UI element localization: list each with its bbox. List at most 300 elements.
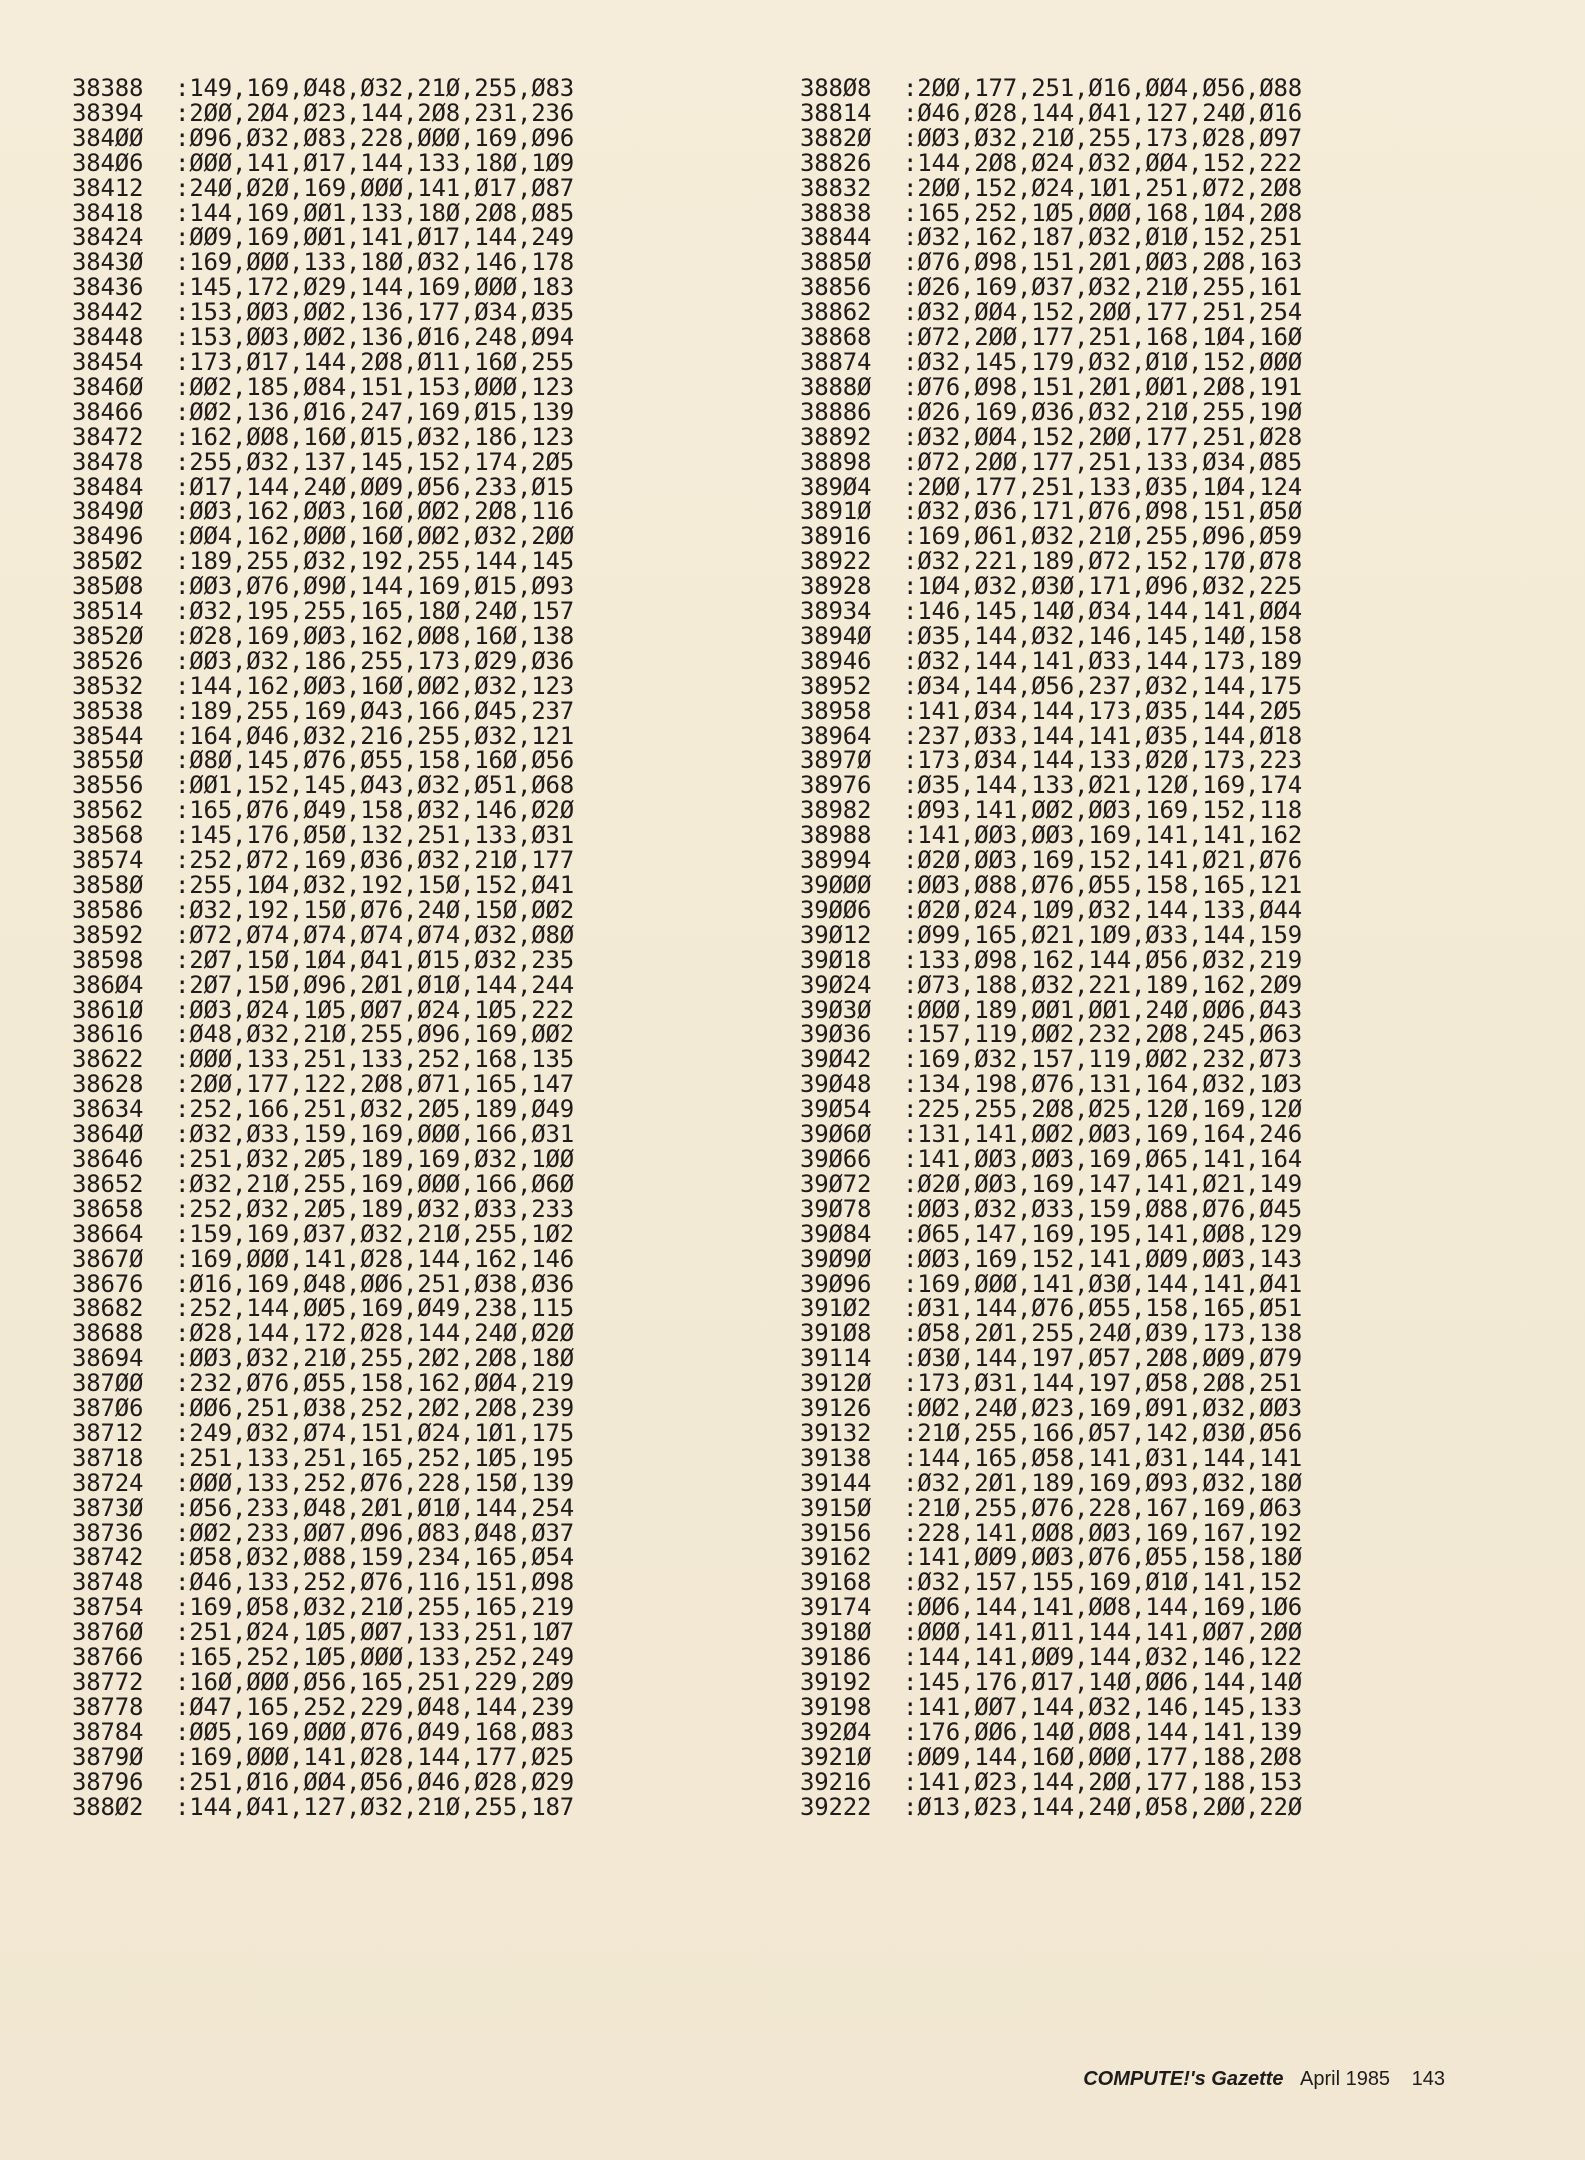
line-address: 38586 <box>72 895 144 924</box>
line-address: 38652 <box>72 1169 144 1198</box>
line-address: 39216 <box>800 1767 872 1796</box>
line-bytes: :141,ØØ9,ØØ3,Ø76,Ø55,158,18Ø <box>903 1543 1302 1572</box>
line-bytes: :Ø48,Ø32,21Ø,255,Ø96,169,ØØ2 <box>175 1020 574 1049</box>
line-address: 3852Ø <box>72 621 144 650</box>
line-address: 38658 <box>72 1194 144 1223</box>
line-address: 38454 <box>72 347 144 376</box>
line-address: 38928 <box>800 572 872 601</box>
line-address: 388Ø8 <box>800 74 872 102</box>
line-bytes: :164,Ø46,Ø32,216,255,Ø32,121 <box>175 721 574 750</box>
listing-row <box>800 1296 1302 1321</box>
line-address: 38856 <box>800 273 872 302</box>
listing-row <box>800 1396 1302 1421</box>
line-bytes: :Ø8Ø,145,Ø76,Ø55,158,16Ø,Ø56 <box>175 746 574 775</box>
line-bytes: :Ø58,2Ø1,255,24Ø,Ø39,173,138 <box>903 1319 1302 1348</box>
line-bytes: :Ø2Ø,ØØ3,169,147,141,Ø21,149 <box>903 1169 1302 1198</box>
line-bytes: :173,Ø31,144,197,Ø58,2Ø8,251 <box>903 1369 1302 1398</box>
line-address: 39Ø36 <box>800 1020 872 1049</box>
line-address: 38916 <box>800 522 872 551</box>
listing-row <box>800 98 1302 127</box>
line-address: 386Ø4 <box>72 970 144 999</box>
listing-row <box>72 995 574 1024</box>
listing-row <box>800 773 1302 798</box>
line-address: 38724 <box>72 1468 144 1497</box>
listing-row <box>800 895 1302 924</box>
listing-row <box>800 1468 1302 1497</box>
line-bytes: :141,Ø23,144,2ØØ,177,188,153 <box>903 1767 1302 1796</box>
listing-row <box>800 1022 1302 1047</box>
line-address: 38844 <box>800 223 872 252</box>
line-address: 3915Ø <box>800 1493 872 1522</box>
line-bytes: :ØØ3,Ø32,21Ø,255,173,Ø28,Ø97 <box>903 123 1302 152</box>
line-address: 38616 <box>72 1020 144 1049</box>
listing-row <box>800 1269 1302 1298</box>
line-bytes: :169,Ø58,Ø32,21Ø,255,165,219 <box>175 1593 574 1622</box>
line-bytes: :24Ø,Ø2Ø,169,ØØØ,141,Ø17,Ø87 <box>175 173 574 202</box>
listing-row <box>800 1518 1302 1547</box>
line-address: 39Ø24 <box>800 970 872 999</box>
listing-row <box>72 1346 574 1371</box>
line-address: 38946 <box>800 646 872 675</box>
listing-row <box>800 1371 1302 1396</box>
listing-row <box>800 275 1302 300</box>
line-address: 39126 <box>800 1394 872 1423</box>
line-bytes: :251,Ø32,2Ø5,189,169,Ø32,1ØØ <box>175 1144 574 1173</box>
line-address: 38568 <box>72 821 144 850</box>
listing-row <box>800 1570 1302 1595</box>
listing-row <box>800 1717 1302 1746</box>
line-address: 38736 <box>72 1518 144 1547</box>
line-bytes: :251,Ø24,1Ø5,ØØ7,133,251,1Ø7 <box>175 1618 574 1647</box>
listing-row <box>800 1097 1302 1122</box>
line-address: 38388 <box>72 74 144 102</box>
line-address: 38424 <box>72 223 144 252</box>
listing-row <box>800 1443 1302 1472</box>
listing-row <box>72 98 574 127</box>
line-bytes: :169,ØØØ,141,Ø28,144,162,146 <box>175 1244 574 1273</box>
line-address: 39156 <box>800 1518 872 1547</box>
listing-row <box>72 1595 574 1620</box>
line-address: 3861Ø <box>72 995 144 1024</box>
listing-row <box>800 1595 1302 1620</box>
page-footer <box>1083 2068 1445 2091</box>
listing-row <box>800 1742 1302 1771</box>
listing-row <box>800 1047 1302 1072</box>
line-address: 38898 <box>800 447 872 476</box>
line-bytes: :ØØ3,Ø32,186,255,173,Ø29,Ø36 <box>175 646 574 675</box>
line-address: 3855Ø <box>72 746 144 775</box>
listing-row <box>72 671 574 700</box>
line-bytes: :162,ØØ8,16Ø,Ø15,Ø32,186,123 <box>175 422 574 451</box>
listing-column-right <box>800 76 1302 1819</box>
line-address: 38436 <box>72 273 144 302</box>
line-bytes: :141,ØØ7,144,Ø32,146,145,133 <box>903 1692 1302 1721</box>
line-bytes: :ØØ6,251,Ø38,252,2Ø2,2Ø8,239 <box>175 1394 574 1423</box>
listing-row <box>800 1670 1302 1695</box>
line-address: 3867Ø <box>72 1244 144 1273</box>
listing-row <box>72 1122 574 1147</box>
listing-row <box>72 873 574 898</box>
line-bytes: :ØØ3,Ø32,21Ø,255,2Ø2,2Ø8,18Ø <box>175 1344 574 1373</box>
listing-row <box>72 422 574 451</box>
line-address: 38922 <box>800 547 872 576</box>
line-bytes: :ØØ3,Ø32,Ø33,159,Ø88,Ø76,Ø45 <box>903 1194 1302 1223</box>
listing-row <box>72 173 574 202</box>
listing-row <box>800 1692 1302 1721</box>
line-bytes: :ØØØ,133,252,Ø76,228,15Ø,139 <box>175 1468 574 1497</box>
listing-row <box>72 1321 574 1346</box>
line-bytes: :189,255,169,Ø43,166,Ø45,237 <box>175 696 574 725</box>
listing-row <box>72 1468 574 1497</box>
line-address: 39192 <box>800 1668 872 1696</box>
listing-row <box>72 447 574 476</box>
listing-row <box>72 696 574 725</box>
line-address: 391Ø8 <box>800 1319 872 1348</box>
line-bytes: :176,ØØ6,14Ø,ØØ8,144,141,139 <box>903 1717 1302 1746</box>
listing-row <box>72 574 574 599</box>
listing-row <box>800 372 1302 401</box>
listing-row <box>72 499 574 524</box>
line-bytes: :145,176,Ø17,14Ø,ØØ6,144,14Ø <box>903 1668 1302 1696</box>
line-bytes: :144,141,ØØ9,144,Ø32,146,122 <box>903 1643 1302 1672</box>
line-bytes: :Ø34,144,Ø56,237,Ø32,144,175 <box>903 671 1302 700</box>
listing-row <box>800 1144 1302 1173</box>
line-bytes: :Ø32,157,155,169,Ø1Ø,141,152 <box>903 1568 1302 1597</box>
listing-row <box>800 995 1302 1024</box>
line-address: 39Ø78 <box>800 1194 872 1223</box>
line-bytes: :16Ø,ØØØ,Ø56,165,251,229,2Ø9 <box>175 1668 574 1696</box>
line-bytes: :Ø32,162,187,Ø32,Ø1Ø,152,251 <box>903 223 1302 252</box>
line-bytes: :ØØ9,169,ØØ1,141,Ø17,144,249 <box>175 223 574 252</box>
line-address: 3882Ø <box>800 123 872 152</box>
page-number: 143 <box>1411 2068 1445 2090</box>
line-address: 38874 <box>800 347 872 376</box>
line-address: 39Ø84 <box>800 1219 872 1248</box>
line-address: 38796 <box>72 1767 144 1796</box>
line-bytes: :21Ø,255,Ø76,228,167,169,Ø63 <box>903 1493 1302 1522</box>
line-bytes: :ØØ3,Ø88,Ø76,Ø55,158,165,121 <box>903 871 1302 899</box>
listing-row <box>72 823 574 848</box>
line-address: 39Ø54 <box>800 1095 872 1124</box>
line-bytes: :Ø46,Ø28,144,Ø41,127,24Ø,Ø16 <box>903 98 1302 127</box>
listing-row <box>72 1570 574 1595</box>
line-address: 38634 <box>72 1095 144 1124</box>
line-bytes: :Ø31,144,Ø76,Ø55,158,165,Ø51 <box>903 1294 1302 1323</box>
line-bytes: :146,145,14Ø,Ø34,144,141,ØØ4 <box>903 597 1302 626</box>
line-bytes: :144,162,ØØ3,16Ø,ØØ2,Ø32,123 <box>175 671 574 700</box>
line-address: 38712 <box>72 1418 144 1447</box>
line-address: 385Ø8 <box>72 572 144 601</box>
line-bytes: :Ø76,Ø98,151,2Ø1,ØØ1,2Ø8,191 <box>903 372 1302 401</box>
line-address: 3912Ø <box>800 1369 872 1398</box>
line-address: 385Ø2 <box>72 547 144 576</box>
line-bytes: :153,ØØ3,ØØ2,136,177,Ø34,Ø35 <box>175 298 574 327</box>
listing-row <box>72 773 574 798</box>
listing-row <box>800 970 1302 999</box>
listing-row <box>72 1072 574 1097</box>
line-bytes: :Ø65,147,169,195,141,ØØ8,129 <box>903 1219 1302 1248</box>
listing-row <box>72 1518 574 1547</box>
magazine-title: COMPUTE!'s Gazette <box>1083 2068 1284 2090</box>
listing-row <box>800 549 1302 574</box>
line-bytes: :ØØØ,141,Ø11,144,141,ØØ7,2ØØ <box>903 1618 1302 1647</box>
listing-row <box>800 1072 1302 1097</box>
listing-row <box>72 524 574 549</box>
line-address: 3846Ø <box>72 372 144 401</box>
line-address: 38628 <box>72 1070 144 1099</box>
line-bytes: :173,Ø17,144,2Ø8,Ø11,16Ø,255 <box>175 347 574 376</box>
line-address: 38412 <box>72 173 144 202</box>
listing-row <box>72 472 574 501</box>
listing-row <box>72 397 574 426</box>
line-bytes: :252,166,251,Ø32,2Ø5,189,Ø49 <box>175 1095 574 1124</box>
line-address: 38472 <box>72 422 144 451</box>
line-bytes: :Ø28,144,172,Ø28,144,24Ø,Ø2Ø <box>175 1319 574 1348</box>
listing-row <box>800 447 1302 476</box>
line-bytes: :Ø32,144,141,Ø33,144,173,189 <box>903 646 1302 675</box>
line-address: 38556 <box>72 771 144 800</box>
line-address: 38592 <box>72 920 144 949</box>
line-bytes: :252,Ø72,169,Ø36,Ø32,21Ø,177 <box>175 846 574 875</box>
line-bytes: :ØØØ,189,ØØ1,ØØ1,24Ø,ØØ6,Ø43 <box>903 995 1302 1024</box>
line-address: 38778 <box>72 1692 144 1721</box>
listing-row <box>800 300 1302 325</box>
listing-row <box>72 646 574 675</box>
line-bytes: :133,Ø98,162,144,Ø56,Ø32,219 <box>903 945 1302 974</box>
listing-row <box>72 748 574 773</box>
line-address: 38664 <box>72 1219 144 1248</box>
listing-row <box>800 1418 1302 1447</box>
line-address: 3897Ø <box>800 746 872 775</box>
line-address: 38862 <box>800 298 872 327</box>
listing-row <box>800 1219 1302 1248</box>
listing-row <box>800 873 1302 898</box>
line-address: 38784 <box>72 1717 144 1746</box>
line-address: 3921Ø <box>800 1742 872 1771</box>
line-address: 39Ø6Ø <box>800 1120 872 1149</box>
line-address: 38886 <box>800 397 872 426</box>
line-address: 39Ø72 <box>800 1169 872 1198</box>
line-address: 3891Ø <box>800 497 872 526</box>
listing-row <box>800 1321 1302 1346</box>
listing-row <box>72 1144 574 1173</box>
listing-row <box>72 599 574 624</box>
line-bytes: :Ø13,Ø23,144,24Ø,Ø58,2ØØ,22Ø <box>903 1792 1302 1821</box>
listing-row <box>800 422 1302 451</box>
line-bytes: :ØØ1,152,145,Ø43,Ø32,Ø51,Ø68 <box>175 771 574 800</box>
line-address: 39ØØØ <box>800 871 872 899</box>
line-bytes: :Ø32,ØØ4,152,2ØØ,177,251,Ø28 <box>903 422 1302 451</box>
line-address: 3876Ø <box>72 1618 144 1647</box>
line-bytes: :Ø16,169,Ø48,ØØ6,251,Ø38,Ø36 <box>175 1269 574 1298</box>
listing-row <box>72 549 574 574</box>
line-address: 39Ø42 <box>800 1045 872 1074</box>
line-bytes: :165,252,1Ø5,ØØØ,168,1Ø4,2Ø8 <box>903 198 1302 227</box>
line-address: 38574 <box>72 846 144 875</box>
listing-row <box>800 574 1302 599</box>
line-address: 39Ø18 <box>800 945 872 974</box>
line-address: 38718 <box>72 1443 144 1472</box>
line-bytes: :ØØ9,144,16Ø,ØØØ,177,188,2Ø8 <box>903 1742 1302 1771</box>
listing-row <box>72 1097 574 1122</box>
listing-row <box>800 823 1302 848</box>
line-bytes: :153,ØØ3,ØØ2,136,Ø16,248,Ø94 <box>175 323 574 352</box>
listing-row <box>72 1194 574 1223</box>
listing-row <box>72 1269 574 1298</box>
line-address: 38952 <box>800 671 872 700</box>
listing-row <box>72 123 574 152</box>
listing-row <box>72 721 574 750</box>
listing-row <box>800 76 1302 101</box>
line-bytes: :ØØ6,144,141,ØØ8,144,169,1Ø6 <box>903 1593 1302 1622</box>
line-bytes: :249,Ø32,Ø74,151,Ø24,1Ø1,175 <box>175 1418 574 1447</box>
line-bytes: :ØØØ,141,Ø17,144,133,18Ø,1Ø9 <box>175 148 574 177</box>
line-bytes: :Ø32,ØØ4,152,2ØØ,177,251,254 <box>903 298 1302 327</box>
line-bytes: :2Ø7,15Ø,Ø96,2Ø1,Ø1Ø,144,244 <box>175 970 574 999</box>
line-address: 3879Ø <box>72 1742 144 1771</box>
listing-row <box>72 250 574 275</box>
listing-row <box>800 1792 1302 1821</box>
line-bytes: :ØØ3,Ø76,Ø9Ø,144,169,Ø15,Ø93 <box>175 572 574 601</box>
line-address: 38976 <box>800 771 872 800</box>
listing-row <box>800 1545 1302 1570</box>
line-bytes: :159,169,Ø37,Ø32,21Ø,255,1Ø2 <box>175 1219 574 1248</box>
line-address: 38964 <box>800 721 872 750</box>
line-address: 39138 <box>800 1443 872 1472</box>
line-address: 38676 <box>72 1269 144 1298</box>
listing-row <box>72 970 574 999</box>
line-address: 39144 <box>800 1468 872 1497</box>
listing-row <box>72 1296 574 1321</box>
line-address: 38598 <box>72 945 144 974</box>
line-bytes: :149,169,Ø48,Ø32,21Ø,255,Ø83 <box>175 74 574 102</box>
line-address: 38478 <box>72 447 144 476</box>
issue-date: April 1985 <box>1300 2068 1391 2090</box>
line-address: 38448 <box>72 323 144 352</box>
listing-row <box>72 895 574 924</box>
line-bytes: :Ø58,Ø32,Ø88,159,234,165,Ø54 <box>175 1543 574 1572</box>
listing-row <box>800 748 1302 773</box>
line-bytes: :Ø35,144,Ø32,146,145,14Ø,158 <box>903 621 1302 650</box>
line-address: 38514 <box>72 597 144 626</box>
line-bytes: :144,169,ØØ1,133,18Ø,2Ø8,Ø85 <box>175 198 574 227</box>
line-address: 39ØØ6 <box>800 895 872 924</box>
line-address: 38688 <box>72 1319 144 1348</box>
line-bytes: :237,Ø33,144,141,Ø35,144,Ø18 <box>903 721 1302 750</box>
line-bytes: :Ø26,169,Ø37,Ø32,21Ø,255,161 <box>903 273 1302 302</box>
line-bytes: :ØØ5,169,ØØØ,Ø76,Ø49,168,Ø83 <box>175 1717 574 1746</box>
line-address: 38934 <box>800 597 872 626</box>
line-address: 39Ø12 <box>800 920 872 949</box>
line-bytes: :Ø47,165,252,229,Ø48,144,239 <box>175 1692 574 1721</box>
line-bytes: :225,255,2Ø8,Ø25,12Ø,169,12Ø <box>903 1095 1302 1124</box>
listing-row <box>800 1194 1302 1223</box>
line-bytes: :Ø72,2ØØ,177,251,133,Ø34,Ø85 <box>903 447 1302 476</box>
line-bytes: :ØØ3,162,ØØ3,16Ø,ØØ2,2Ø8,116 <box>175 497 574 526</box>
line-bytes: :141,ØØ3,ØØ3,169,141,141,162 <box>903 821 1302 850</box>
line-bytes: :Ø32,2Ø1,189,169,Ø93,Ø32,18Ø <box>903 1468 1302 1497</box>
line-bytes: :2ØØ,2Ø4,Ø23,144,2Ø8,231,236 <box>175 98 574 127</box>
line-address: 3858Ø <box>72 871 144 899</box>
listing-row <box>800 599 1302 624</box>
listing-row <box>800 848 1302 873</box>
listing-row <box>72 1742 574 1771</box>
listing-row <box>800 198 1302 227</box>
line-address: 39186 <box>800 1643 872 1672</box>
line-address: 38526 <box>72 646 144 675</box>
listing-row <box>800 1169 1302 1198</box>
line-address: 39174 <box>800 1593 872 1622</box>
listing-row <box>800 397 1302 426</box>
line-bytes: :ØØ3,Ø24,1Ø5,ØØ7,Ø24,1Ø5,222 <box>175 995 574 1024</box>
line-bytes: :169,Ø32,157,119,ØØ2,232,Ø73 <box>903 1045 1302 1074</box>
listing-row <box>72 1620 574 1645</box>
line-bytes: :255,Ø32,137,145,152,174,2Ø5 <box>175 447 574 476</box>
listing-row <box>72 300 574 325</box>
line-bytes: :Ø72,2ØØ,177,251,168,1Ø4,16Ø <box>903 323 1302 352</box>
line-address: 384Ø6 <box>72 148 144 177</box>
line-address: 39198 <box>800 1692 872 1721</box>
listing-row <box>800 1346 1302 1371</box>
listing-row <box>72 1792 574 1821</box>
line-address: 39Ø48 <box>800 1070 872 1099</box>
listing-row <box>72 1717 574 1746</box>
line-address: 38772 <box>72 1668 144 1696</box>
listing-row <box>800 1645 1302 1670</box>
line-address: 3918Ø <box>800 1618 872 1647</box>
line-bytes: :141,ØØ3,ØØ3,169,Ø65,141,164 <box>903 1144 1302 1173</box>
listing-row <box>72 798 574 823</box>
line-bytes: :21Ø,255,166,Ø57,142,Ø3Ø,Ø56 <box>903 1418 1302 1447</box>
listing-row <box>72 225 574 250</box>
listing-row <box>72 848 574 873</box>
line-address: 38622 <box>72 1045 144 1074</box>
line-address: 388Ø2 <box>72 1792 144 1821</box>
listing-row <box>72 1443 574 1472</box>
line-address: 38466 <box>72 397 144 426</box>
listing-row <box>800 250 1302 275</box>
line-bytes: :Ø2Ø,Ø24,1Ø9,Ø32,144,133,Ø44 <box>903 895 1302 924</box>
line-address: 38562 <box>72 796 144 825</box>
line-address: 39132 <box>800 1418 872 1447</box>
line-address: 3894Ø <box>800 621 872 650</box>
line-address: 39Ø96 <box>800 1269 872 1298</box>
listing-row <box>800 1767 1302 1796</box>
listing-row <box>800 1493 1302 1522</box>
line-bytes: :169,ØØØ,133,18Ø,Ø32,146,178 <box>175 248 574 277</box>
line-address: 3873Ø <box>72 1493 144 1522</box>
line-bytes: :169,ØØØ,141,Ø3Ø,144,141,Ø41 <box>903 1269 1302 1298</box>
line-bytes: :Ø56,233,Ø48,2Ø1,Ø1Ø,144,254 <box>175 1493 574 1522</box>
line-bytes: :Ø99,165,Ø21,1Ø9,Ø33,144,159 <box>903 920 1302 949</box>
listing-row <box>72 198 574 227</box>
line-address: 39162 <box>800 1543 872 1572</box>
listing-row <box>72 1670 574 1695</box>
line-bytes: :165,Ø76,Ø49,158,Ø32,146,Ø2Ø <box>175 796 574 825</box>
listing-row <box>72 920 574 949</box>
line-bytes: :141,Ø34,144,173,Ø35,144,2Ø5 <box>903 696 1302 725</box>
listing-row <box>800 524 1302 549</box>
line-address: 39222 <box>800 1792 872 1821</box>
listing-row <box>72 1767 574 1796</box>
listing-row <box>72 148 574 177</box>
line-bytes: :Ø32,Ø36,171,Ø76,Ø98,151,Ø5Ø <box>903 497 1302 526</box>
line-bytes: :232,Ø76,Ø55,158,162,ØØ4,219 <box>175 1369 574 1398</box>
line-bytes: :Ø3Ø,144,197,Ø57,2Ø8,ØØ9,Ø79 <box>903 1344 1302 1373</box>
listing-row <box>72 325 574 350</box>
line-address: 38742 <box>72 1543 144 1572</box>
listing-row <box>800 225 1302 250</box>
